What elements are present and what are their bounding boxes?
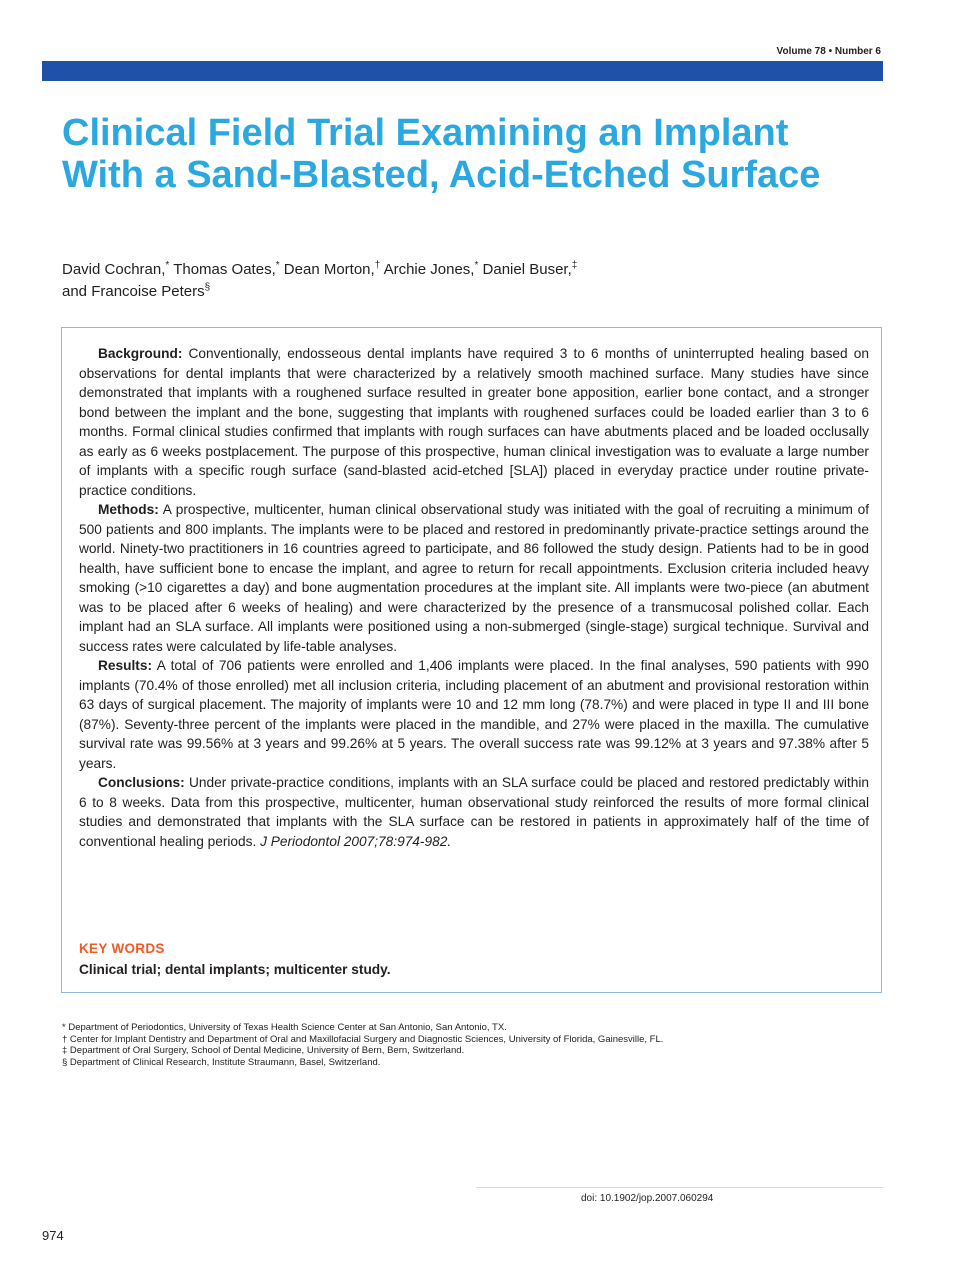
author-line-1 [62, 257, 842, 279]
article-title: Clinical Field Trial Examining an Implant With a Sand-Blasted, Acid-Etched Surface [62, 112, 821, 196]
abstract-background [79, 344, 869, 500]
conclusions-text: Under private-practice conditions, implants with an SLA surface could be placed and restored predictably within 6 to 8 weeks. Data from this prospective, multicenter, human observational study reinforced the results of more formal clinical studies and demonstrated that implants with the SLA surface can be restored in patients in approximately half of the time of conventional healing periods. [79, 775, 869, 849]
affiliation-footnotes [62, 1022, 862, 1068]
footer-rule [476, 1187, 883, 1188]
footnote-item: † Center for Implant Dentistry and Department of Oral and Maxillofacial Surgery and Diagnostic Sciences, University of Florida, Gainesville, FL. [62, 1033, 664, 1045]
background-label: Background: [98, 346, 183, 361]
doi: doi: 10.1902/jop.2007.060294 [581, 1193, 714, 1204]
author-mark: † [374, 260, 381, 271]
conclusions-label: Conclusions: [98, 775, 185, 790]
author-name: Archie Jones, [380, 261, 475, 278]
journal-citation: J Periodontol 2007;78:974-982. [260, 833, 452, 849]
author-name: and Francoise Peters [62, 283, 205, 300]
author-mark: § [204, 282, 211, 293]
author-mark: ‡ [571, 260, 578, 271]
author-name: Thomas Oates, [169, 261, 276, 278]
author-line-2 [62, 279, 842, 301]
author-name: Dean Morton, [279, 261, 375, 278]
author-name: David Cochran, [62, 261, 166, 278]
methods-label: Methods: [98, 502, 159, 517]
abstract-results [79, 656, 869, 773]
abstract-methods [79, 500, 869, 656]
author-mark: * [165, 260, 170, 271]
keywords-heading: KEY WORDS [79, 941, 165, 956]
results-label: Results: [98, 658, 153, 673]
volume-issue: Volume 78 • Number 6 [776, 46, 881, 57]
footnote-item: ‡ Department of Oral Surgery, School of Dental Medicine, University of Bern, Bern, Switzerland. [62, 1045, 465, 1056]
footnote-item: * Department of Periodontics, University of Texas Health Science Center at San Antonio, San Antonio, TX. [62, 1022, 507, 1033]
page-number: 974 [42, 1228, 64, 1243]
author-name: Daniel Buser, [478, 261, 572, 278]
author-mark: * [275, 260, 280, 271]
keywords-text: Clinical trial; dental implants; multicenter study. [79, 962, 391, 977]
abstract-conclusions [79, 773, 869, 851]
background-text: Conventionally, endosseous dental implants have required 3 to 6 months of uninterrupted healing based on observations for dental implants that were characterized by a relatively smooth machined surface. Many studies have since demonstrated that implants with a roughened surface resulted in greater bone apposition, earlier bone contact, and a stronger bond between the implant and the bone, suggesting that implants with roughened surfaces could be loaded earlier than 3 to 6 months. Formal clinical studies confirmed that implants with rough surfaces can have abutments placed and be loaded occlusally as early as 6 weeks postplacement. The purpose of this prospective, human clinical investigation was to evaluate a large number of implants with a specific rough surface (sand-blasted acid-etched [SLA]) placed in everyday practice under routine private-practice conditions. [79, 346, 869, 498]
author-list [62, 257, 842, 301]
methods-text: A prospective, multicenter, human clinical observational study was initiated with the goal of recruiting a minimum of 500 patients and 800 implants. The implants were to be placed and restored in predominantly private-practice settings around the world. Ninety-two practitioners in 16 countries agreed to participate, and 86 followed the study design. Patients had to be in good health, have sufficient bone to encase the implant, and agree to return for recall appointments. Exclusion criteria included heavy smoking (>10 cigarettes a day) and bone augmentation procedures at the implant site. All implants were two-piece (an abutment was to be placed after 6 weeks of healing) and were characterized by the presence of a transmucosal polished collar. Each implant had an SLA surface. All implants were positioned using a non-submerged (single-stage) surgical technique. Survival and success rates were calculated by life-table analyses. [79, 502, 869, 654]
footnote-item: § Department of Clinical Research, Institute Straumann, Basel, Switzerland. [62, 1056, 381, 1068]
results-text: A total of 706 patients were enrolled and 1,406 implants were placed. In the final analyses, 590 patients with 990 implants (70.4% of those enrolled) met all inclusion criteria, including placement of an abutment and provisional restoration within 63 days of surgical placement. The majority of implants were 10 and 12 mm long (78.7%) and were placed in type II and III bone (87%). Seventy-three percent of the implants were placed in the mandible, and 27% were placed in the maxilla. The cumulative survival rate was 99.56% at 3 years and 99.26% at 5 years. The overall success rate was 99.12% at 3 years and 97.38% after 5 years. [79, 658, 869, 771]
header-bar [42, 61, 883, 81]
author-mark: * [474, 260, 479, 271]
abstract [79, 344, 869, 851]
